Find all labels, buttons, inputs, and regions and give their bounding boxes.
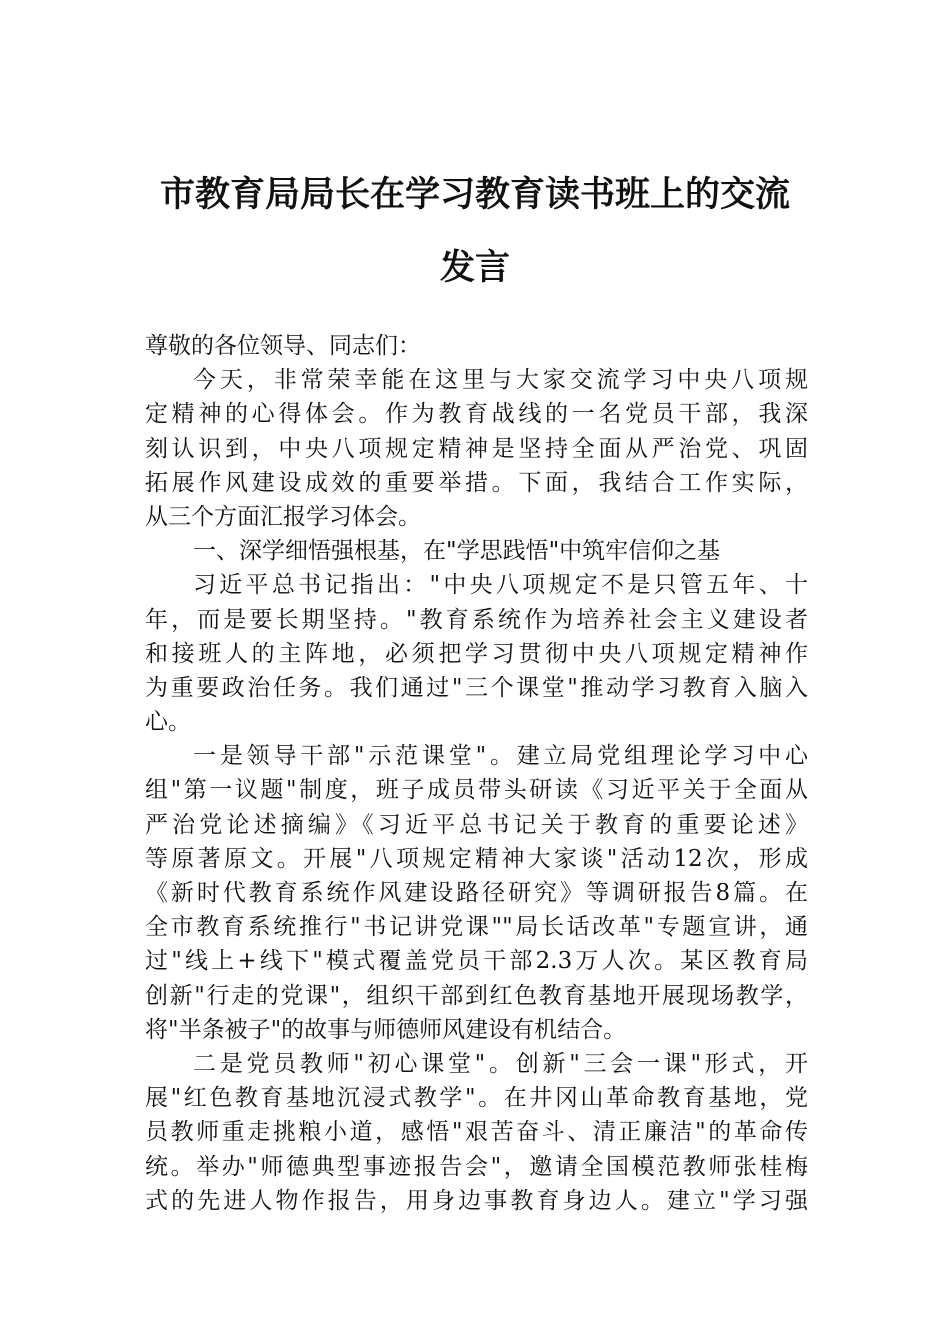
paragraph-line: 和接班人的主阵地，必须把学习贯彻中央八项规定精神作: [145, 640, 808, 667]
paragraph-line: 刻认识到，中央八项规定精神是坚持全面从严治党、巩固: [145, 435, 808, 462]
paragraph-line: 二是党员教师"初心课堂"。创新"三会一课"形式，开: [193, 1050, 808, 1077]
paragraph-line: 从三个方面汇报学习体会。: [145, 503, 421, 530]
paragraph-line: 全市教育系统推行"书记讲党课""局长话改革"专题宣讲，通: [145, 914, 808, 941]
paragraph-line: 一是领导干部"示范课堂"。建立局党组理论学习中心: [193, 743, 808, 770]
title-line-2: 发言: [439, 247, 510, 288]
paragraph-line: 过"线上+线下"模式覆盖党员干部2.3万人次。某区教育局: [145, 948, 808, 975]
paragraph-line: 拓展作风建设成效的重要举措。下面，我结合工作实际，: [145, 469, 808, 496]
document-title: [145, 158, 805, 304]
paragraph-line: 为重要政治任务。我们通过"三个课堂"推动学习教育入脑入: [145, 674, 808, 701]
paragraph-line: 展"红色教育基地沉浸式教学"。在井冈山革命教育基地，党: [145, 1085, 808, 1112]
paragraph-line: 等原著原文。开展"八项规定精神大家谈"活动12次，形成: [145, 845, 808, 872]
paragraph-line: 将"半条被子"的故事与师德师风建设有机结合。: [145, 1016, 627, 1043]
paragraph-line: 创新"行走的党课"，组织干部到红色教育基地开展现场教学，: [145, 982, 808, 1009]
paragraph-line: 习近平总书记指出："中央八项规定不是只管五年、十: [193, 572, 808, 599]
section-heading: 一、深学细悟强根基，在"学思践悟"中筑牢信仰之基: [193, 538, 721, 565]
paragraph-line: 员教师重走挑粮小道，感悟"艰苦奋斗、清正廉洁"的革命传: [145, 1119, 808, 1146]
paragraph-line: 统。举办"师德典型事迹报告会"，邀请全国模范教师张桂梅: [145, 1153, 808, 1180]
paragraph-line: 定精神的心得体会。作为教育战线的一名党员干部，我深: [145, 401, 808, 428]
document-body: [145, 329, 808, 1218]
paragraph-line: 组"第一议题"制度，班子成员带头研读《习近平关于全面从: [145, 777, 808, 804]
salutation: 尊敬的各位领导、同志们：: [145, 333, 421, 359]
paragraph-line: 《新时代教育系统作风建设路径研究》等调研报告8篇。在: [145, 880, 808, 906]
paragraph-line: 今天，非常荣幸能在这里与大家交流学习中央八项规: [193, 367, 808, 394]
title-line-1: 市教育局局长在学习教育读书班上的交流: [159, 174, 790, 215]
paragraph-line: 严治党论述摘编》《习近平总书记关于教育的重要论述》: [145, 811, 808, 838]
paragraph-line: 式的先进人物作报告，用身边事教育身边人。建立"学习强: [145, 1187, 808, 1214]
paragraph-line: 心。: [145, 709, 191, 736]
paragraph-line: 年，而是要长期坚持。"教育系统作为培养社会主义建设者: [145, 606, 808, 633]
